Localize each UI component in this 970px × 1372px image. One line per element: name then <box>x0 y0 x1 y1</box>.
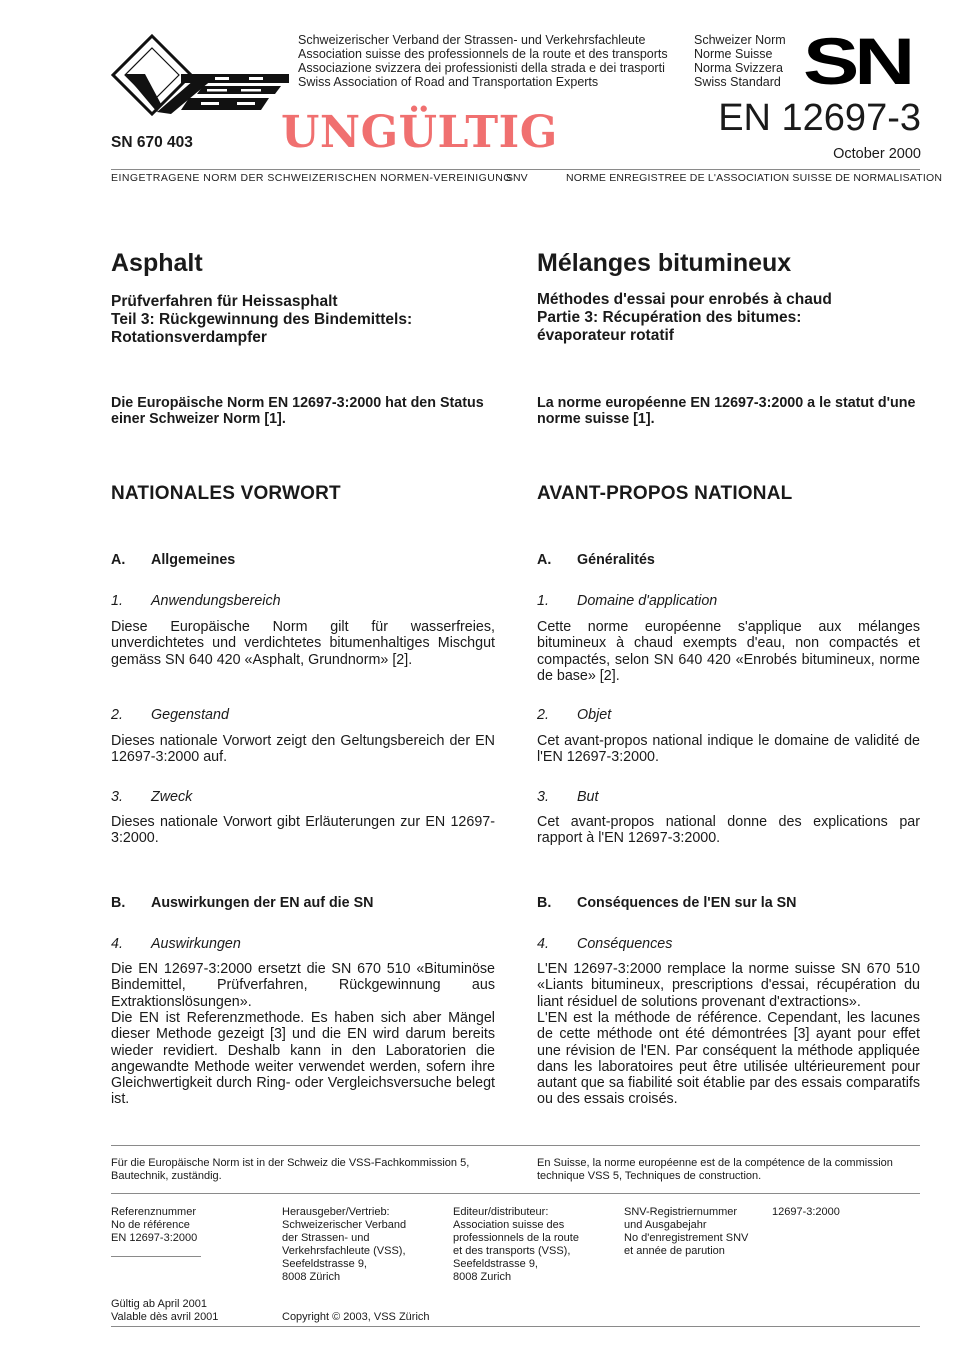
subsection-2-de <box>111 707 229 724</box>
responsibility-de: Für die Europäische Norm ist in der Schweiz die VSS-Fachkommission 5, Bautechnik, zuständig. <box>111 1157 470 1182</box>
org-names: Schweizerischer Verband der Strassen- und Verkehrsfachleute Association suisse des professionnels de la route et des transports Associazione svizzera dei professionisti della strada e dei trasporti Swiss Association of Road and Transportation Experts <box>298 33 668 89</box>
footer-rule-middle <box>111 1193 920 1194</box>
header-rule <box>111 169 920 170</box>
section-a-title: Allgemeines <box>151 552 236 568</box>
section-b-fr <box>537 895 797 912</box>
subsection-number: 3. <box>111 789 123 805</box>
responsibility-fr: En Suisse, la norme européenne est de la compétence de la commission technique VSS 5, Techniques de construction. <box>537 1157 893 1182</box>
invalid-stamp: UNGÜLTIG <box>281 107 558 158</box>
section-b-label: B. <box>111 895 126 911</box>
subsection-title: Zweck <box>151 789 193 805</box>
status-fr: La norme européenne EN 12697-3:2000 a le statut d'une norme suisse [1]. <box>537 395 916 428</box>
subsection-number: 2. <box>111 707 123 723</box>
vss-logo <box>111 34 291 116</box>
text-3-fr: Cet avant-propos national donne des explications par rapport à l'EN 12697-3:2000. <box>537 814 920 847</box>
section-b-title: Conséquences de l'EN sur la SN <box>577 895 797 911</box>
foreword-fr: AVANT-PROPOS NATIONAL <box>537 483 793 504</box>
section-a-title: Généralités <box>577 552 655 568</box>
subsection-number: 2. <box>537 707 549 723</box>
reference-underline <box>111 1256 201 1257</box>
subsection-4-fr <box>537 936 672 953</box>
subsection-1-fr <box>537 593 717 610</box>
subsection-number: 4. <box>537 936 549 952</box>
subsection-number: 4. <box>111 936 123 952</box>
issue-date: October 2000 <box>833 146 921 162</box>
subsection-title: Auswirkungen <box>151 936 241 952</box>
footer-rule-top <box>111 1145 920 1146</box>
subsection-number: 1. <box>537 593 549 609</box>
subsection-title: Conséquences <box>577 936 673 952</box>
registry-snv: SNV <box>506 172 528 184</box>
subsection-title: Gegenstand <box>151 707 229 723</box>
section-a-fr <box>537 552 655 569</box>
subsection-title: Domaine d'application <box>577 593 718 609</box>
subsection-4-de <box>111 936 241 953</box>
text-2-de: Dieses nationale Vorwort zeigt den Geltungsbereich der EN 12697-3:2000 auf. <box>111 733 495 766</box>
subsection-title: Anwendungsbereich <box>151 593 281 609</box>
publisher-fr: Editeur/distributeur: Association suisse des professionnels de la route et des transports (VSS), Seefeldstrasse 9, 8008 Zurich <box>453 1206 579 1283</box>
validity: Gültig ab April 2001 Valable dès avril 2001 <box>111 1298 219 1323</box>
text-4a-de: Die EN 12697-3:2000 ersetzt die SN 670 510 «Bituminöse Bindemittel, Prüfverfahren, Rückgewinnung aus Extraktionslösungen». <box>111 961 495 1010</box>
footer-rule-bottom <box>111 1326 920 1327</box>
vss-logo-icon <box>111 34 291 116</box>
publisher-de: Herausgeber/Vertrieb: Schweizerischer Verband der Strassen- und Verkehrsfachleute (VSS), Seefeldstrasse 9, 8008 Zürich <box>282 1206 407 1283</box>
reference-number: Referenznummer No de référence EN 12697-3:2000 <box>111 1206 198 1244</box>
text-1-fr: Cette norme européenne s'applique aux mélanges bitumineux à chaud exempts d'eau, non compactés et compactés, selon SN 640 420 «Enrobés bitumineux, norme de base» [2]. <box>537 619 920 684</box>
status-de: Die Europäische Norm EN 12697-3:2000 hat den Status einer Schweizer Norm [1]. <box>111 395 484 428</box>
subsection-number: 3. <box>537 789 549 805</box>
foreword-de: NATIONALES VORWORT <box>111 483 341 504</box>
section-b-label: B. <box>537 895 552 911</box>
section-a-de <box>111 552 235 569</box>
norm-type: Schweizer Norm Norme Suisse Norma Svizzera Swiss Standard <box>694 33 786 89</box>
subsection-3-fr <box>537 789 598 806</box>
title-de: Asphalt <box>111 249 203 277</box>
subsection-3-de <box>111 789 192 806</box>
text-2-fr: Cet avant-propos national indique le domaine de validité de l'EN 12697-3:2000. <box>537 733 920 766</box>
section-b-de <box>111 895 373 912</box>
text-4b-fr: L'EN est la méthode de référence. Cependant, les lacunes de cette méthode ont été démontrées [3] ayant pour effet une révision de l'EN. Par conséquent la méthode appliquée dans les laboratoires peut être utilisée ultérieurement pour autant que sa fiabilité soit établie par des essais comparatifs ou des essais croisés. <box>537 1010 920 1108</box>
sn-number: SN 670 403 <box>111 134 193 151</box>
snv-registration-label: SNV-Registriernummer und Ausgabejahr No d'enregistrement SNV et année de parution <box>624 1206 749 1257</box>
subsection-2-fr <box>537 707 611 724</box>
subsection-title: Objet <box>577 707 612 723</box>
text-3-de: Dieses nationale Vorwort gibt Erläuterungen zur EN 12697-3:2000. <box>111 814 495 847</box>
subtitle-fr: Méthodes d'essai pour enrobés à chaud Partie 3: Récupération des bitumes: évaporateur rotatif <box>537 291 832 344</box>
title-fr: Mélanges bitumineux <box>537 249 792 277</box>
registry-de: EINGETRAGENE NORM DER SCHWEIZERISCHEN NORMEN-VEREINIGUNG <box>111 172 512 184</box>
text-4b-de: Die EN ist Referenzmethode. Es haben sich aber Mängel dieser Methode gezeigt [3] und die EN wird darum bereits wieder revidiert. Deshalb kann in den Laboratorien die angewandte Methode weiter verwendet werden, sofern ihre Gleichwertigkeit durch Ring- oder Vergleichsversuche belegt ist. <box>111 1010 495 1108</box>
subtitle-de: Prüfverfahren für Heissasphalt Teil 3: Rückgewinnung des Bindemittels: Rotationsverdampfer <box>111 293 413 346</box>
section-b-title: Auswirkungen der EN auf die SN <box>151 895 374 911</box>
sn-logo: SN <box>803 24 911 98</box>
snv-registration-value: 12697-3:2000 <box>772 1206 840 1218</box>
section-a-label: A. <box>537 552 552 568</box>
copyright: Copyright © 2003, VSS Zürich <box>282 1311 430 1323</box>
section-a-label: A. <box>111 552 126 568</box>
subsection-number: 1. <box>111 593 123 609</box>
registry-fr: NORME ENREGISTREE DE L'ASSOCIATION SUISSE DE NORMALISATION <box>566 172 943 184</box>
en-number: EN 12697-3 <box>718 97 921 139</box>
text-4a-fr: L'EN 12697-3:2000 remplace la norme suisse SN 670 510 «Liants bitumineux, prescriptions d'essai, récupération du liant résiduel de solutions provenant d'extractions». <box>537 961 920 1010</box>
subsection-1-de <box>111 593 281 610</box>
text-1-de: Diese Europäische Norm gilt für wasserfreies, unverdichtetes und verdichtetes bitumenhaltiges Mischgut gemäss SN 640 420 «Asphalt, Grundnorm» [2]. <box>111 619 495 668</box>
subsection-title: But <box>577 789 599 805</box>
